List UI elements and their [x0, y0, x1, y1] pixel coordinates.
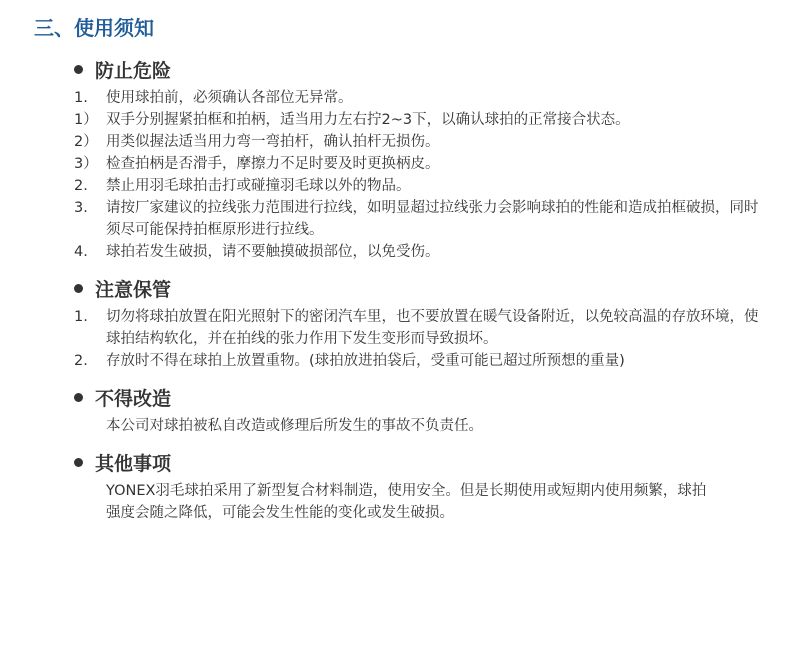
page-title: 三、使用须知: [34, 16, 154, 40]
section-storage: [74, 273, 770, 372]
list-item-marker: 2.: [74, 353, 88, 369]
section-heading-text: 防止危险: [95, 59, 172, 82]
list-item-text: 存放时不得在球拍上放置重物。(球拍放进拍袋后，受重可能已超过所预想的重量): [106, 353, 625, 369]
section-heading-text: 不得改造: [95, 387, 172, 410]
list-item-marker: 3）: [74, 156, 98, 172]
list-item: [74, 350, 770, 372]
list-item: [74, 197, 770, 241]
section-paragraph: YONEX羽毛球拍采用了新型复合材料制造，使用安全。但是长期使用或短期内使用频繁，球拍强度会随之降低，可能会发生性能的变化或发生破损。: [106, 483, 707, 521]
section-heading-text: 其他事项: [95, 452, 172, 475]
list-item-text: 切勿将球拍放置在阳光照射下的密闭汽车里，也不要放置在暖气设备附近，以免较高温的存放环境，使球拍结构软化，并在拍线的张力作用下发生变形而导致损坏。: [106, 309, 759, 347]
list-item-text: 禁止用羽毛球拍击打或碰撞羽毛球以外的物品。: [106, 178, 411, 194]
bullet-dot-icon: [74, 458, 83, 467]
list-item: [74, 109, 770, 131]
list-item-marker: 4.: [74, 244, 88, 260]
section-heading: [74, 54, 770, 84]
list-item-marker: 1）: [74, 112, 98, 128]
section-no-modification: [74, 382, 770, 437]
list-item-marker: 1.: [74, 90, 88, 106]
section-heading-text: 注意保管: [95, 278, 172, 301]
list-item-text: 检查拍柄是否滑手，摩擦力不足时要及时更换柄皮。: [106, 156, 440, 172]
bullet-dot-icon: [74, 65, 83, 74]
list-item-text: 使用球拍前，必须确认各部位无异常。: [106, 90, 353, 106]
list-item: [74, 153, 770, 175]
section-paragraph: 本公司对球拍被私自改造或修理后所发生的事故不负责任。: [106, 418, 483, 434]
list-item: [74, 241, 770, 263]
list-item-marker: 2.: [74, 178, 88, 194]
list-item: [74, 87, 770, 109]
section-other-matters: [74, 447, 770, 524]
list-item-text: 双手分别握紧拍框和拍柄，适当用力左右拧2~3下，以确认球拍的正常接合状态。: [106, 112, 630, 128]
bullet-dot-icon: [74, 393, 83, 402]
list-item-marker: 2）: [74, 134, 98, 150]
section-prevent-danger: [74, 54, 770, 263]
section-heading: [74, 447, 770, 477]
list-item-text: 球拍若发生破损，请不要触摸破损部位，以免受伤。: [106, 244, 440, 260]
list-item-marker: 3.: [74, 200, 88, 216]
section-heading: [74, 273, 770, 303]
section-heading: [74, 382, 770, 412]
bullet-dot-icon: [74, 284, 83, 293]
list-item: [74, 131, 770, 153]
list-item: [74, 175, 770, 197]
list-item: [74, 306, 770, 350]
list-item-marker: 1.: [74, 309, 88, 325]
list-item-text: 用类似握法适当用力弯一弯拍杆，确认拍杆无损伤。: [106, 134, 440, 150]
list-item-text: 请按厂家建议的拉线张力范围进行拉线，如明显超过拉线张力会影响球拍的性能和造成拍框破损，同时须尽可能保持拍框原形进行拉线。: [106, 200, 759, 238]
